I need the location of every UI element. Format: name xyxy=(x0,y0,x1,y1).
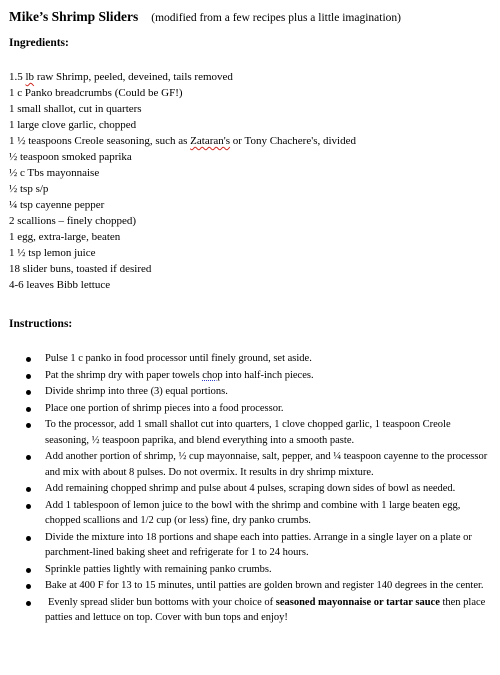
bullet-icon xyxy=(26,423,31,428)
grammar-flag[interactable]: chop xyxy=(202,369,223,381)
ingredients-list xyxy=(9,69,493,293)
ingredient-item: 1 small shallot, cut in quarters xyxy=(9,103,142,115)
bullet-icon xyxy=(26,504,31,509)
instruction-step: Add another portion of shrimp, ½ cup mayonnaise, salt, pepper, and ¼ teaspoon cayenne to the processor and mix with about 8 pulses. Do not overmix. It results in dry shrimp mixture. xyxy=(9,449,493,480)
instruction-step: Add 1 tablespoon of lemon juice to the bowl with the shrimp and combine with 1 large beaten egg, chopped scallions and 1/2 cup (or less) fine, dry panko crumbs. xyxy=(9,498,493,529)
spelling-flag[interactable]: Zataran's xyxy=(190,135,231,147)
instruction-step: Evenly spread slider bun bottoms with your choice of seasoned mayonnaise or tartar sauce then place patties and lettuce on top. Cover with bun tops and enjoy! xyxy=(9,595,493,626)
recipe-document xyxy=(9,7,493,627)
emphasis-text: seasoned mayonnaise or tartar sauce xyxy=(275,596,440,608)
ingredient-item: ½ tsp s/p xyxy=(9,183,49,195)
ingredient-item: 1 ½ tsp lemon juice xyxy=(9,247,96,259)
instruction-step: Pat the shrimp dry with paper towels chop into half-inch pieces. xyxy=(9,368,493,384)
ingredient-item: 1 c Panko breadcrumbs (Could be GF!) xyxy=(9,87,183,99)
recipe-subtitle: (modified from a few recipes plus a little imagination) xyxy=(151,12,401,24)
bullet-icon xyxy=(26,536,31,541)
ingredient-item: 18 slider buns, toasted if desired xyxy=(9,263,152,275)
ingredient-item: ¼ tsp cayenne pepper xyxy=(9,199,105,211)
bullet-icon xyxy=(26,568,31,573)
spelling-flag[interactable]: lb xyxy=(25,71,35,83)
ingredient-item: 2 scallions – finely chopped) xyxy=(9,215,137,227)
ingredient-item: 1 ½ teaspoons Creole seasoning, such as Zataran's or Tony Chachere's, divided xyxy=(9,135,356,147)
ingredient-item: 1 large clove garlic, chopped xyxy=(9,119,137,131)
instruction-step: To the processor, add 1 small shallot cut into quarters, 1 clove chopped garlic, 1 teaspoon Creole seasoning, ½ teaspoon paprika, and blend everything into a smooth paste. xyxy=(9,417,493,448)
instructions-list xyxy=(9,351,493,626)
bullet-icon xyxy=(26,455,31,460)
bullet-icon xyxy=(26,390,31,395)
title-row xyxy=(9,7,493,27)
instruction-step: Divide shrimp into three (3) equal portions. xyxy=(9,384,493,400)
instruction-step: Place one portion of shrimp pieces into a food processor. xyxy=(9,401,493,417)
instruction-step: Bake at 400 F for 13 to 15 minutes, until patties are golden brown and register 140 degrees in the center. xyxy=(9,578,493,594)
ingredient-item: ½ c Tbs mayonnaise xyxy=(9,167,100,179)
recipe-title: Mike’s Shrimp Sliders xyxy=(9,9,139,24)
bullet-icon xyxy=(26,374,31,379)
ingredient-item: ½ teaspoon smoked paprika xyxy=(9,151,132,163)
instruction-step: Divide the mixture into 18 portions and shape each into patties. Arrange in a single layer on a plate or parchment-lined baking sheet and refrigerate for 1 to 24 hours. xyxy=(9,530,493,561)
ingredient-item: 1 egg, extra-large, beaten xyxy=(9,231,121,243)
bullet-icon xyxy=(26,487,31,492)
instruction-step: Add remaining chopped shrimp and pulse about 4 pulses, scraping down sides of bowl as needed. xyxy=(9,481,493,497)
instruction-step: Pulse 1 c panko in food processor until finely ground, set aside. xyxy=(9,351,493,367)
bullet-icon xyxy=(26,601,31,606)
ingredients-heading: Ingredients: xyxy=(9,37,69,49)
ingredient-item: 4-6 leaves Bibb lettuce xyxy=(9,279,111,291)
instructions-heading: Instructions: xyxy=(9,318,73,330)
bullet-icon xyxy=(26,584,31,589)
instruction-step: Sprinkle patties lightly with remaining panko crumbs. xyxy=(9,562,493,578)
ingredient-item: 1.5 lb raw Shrimp, peeled, deveined, tails removed xyxy=(9,71,233,83)
bullet-icon xyxy=(26,357,31,362)
bullet-icon xyxy=(26,407,31,412)
